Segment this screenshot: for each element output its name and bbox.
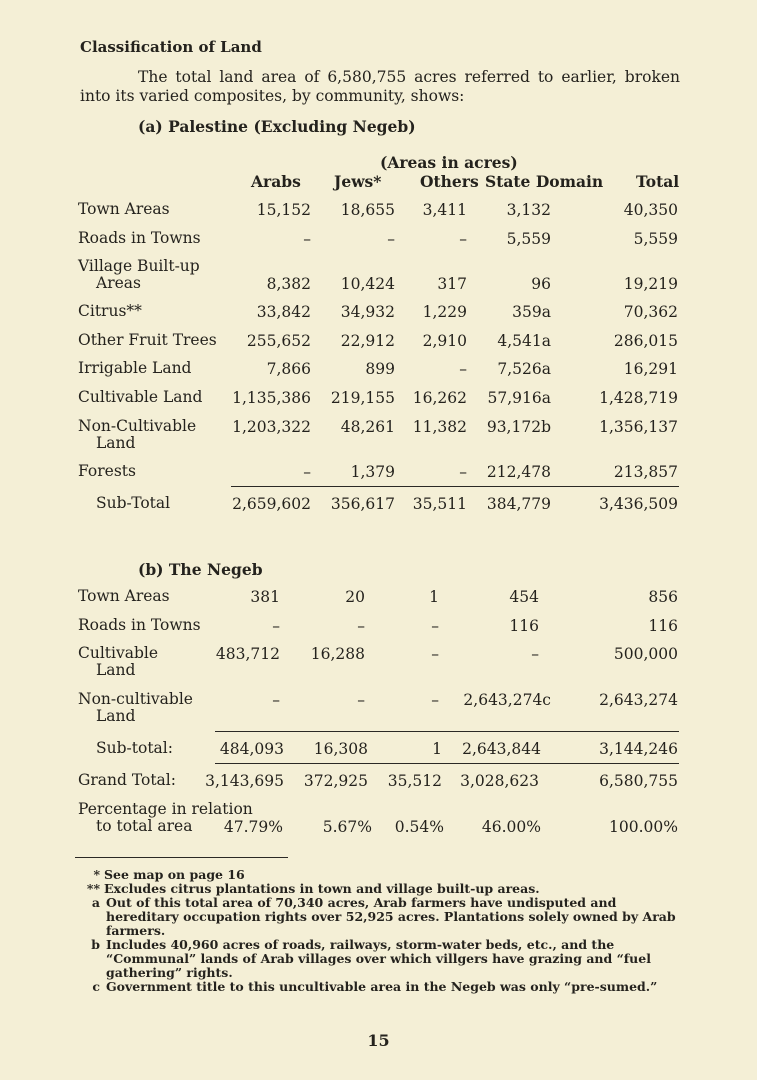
page-heading: Classification of Land <box>80 38 262 56</box>
cell-state-domain: 3,132 <box>506 201 551 219</box>
cell-total: 40,350 <box>623 201 678 219</box>
cell-arabs: 3,143,695 <box>205 772 284 790</box>
cell-state-domain: 4,541a <box>497 332 551 350</box>
row-label-continued: Areas <box>96 274 141 292</box>
section-a-title: (a) Palestine (Excluding Negeb) <box>138 117 416 136</box>
row-label: Cultivable Land <box>78 388 203 406</box>
header-total: Total <box>636 172 680 191</box>
footnote-mark: b <box>91 937 100 952</box>
footnote <box>78 882 678 896</box>
row-label-continued: to total area <box>96 817 193 835</box>
cell-state-domain: 2,643,274c <box>463 691 551 709</box>
cell-total: 6,580,755 <box>599 772 678 790</box>
cell-state-domain: – <box>531 645 539 663</box>
cell-total: 19,219 <box>623 275 678 293</box>
cell-others: 1 <box>429 588 439 606</box>
cell-jews: 16,308 <box>313 740 368 758</box>
row-label: Sub-total: <box>96 739 173 757</box>
cell-arabs: – <box>272 617 280 635</box>
subtotal-rule <box>231 486 679 487</box>
cell-jews: 48,261 <box>340 418 395 436</box>
cell-total: 500,000 <box>613 645 678 663</box>
cell-arabs: 484,093 <box>219 740 284 758</box>
footnote-text: Excludes citrus plantations in town and village built-up areas. <box>104 881 540 896</box>
cell-others: 11,382 <box>412 418 467 436</box>
cell-others: – <box>431 691 439 709</box>
cell-jews: – <box>357 617 365 635</box>
cell-arabs: – <box>303 463 311 481</box>
cell-others: – <box>431 617 439 635</box>
cell-total: 16,291 <box>623 360 678 378</box>
row-label: Roads in Towns <box>78 616 201 634</box>
cell-arabs: 7,866 <box>266 360 311 378</box>
row-label: Other Fruit Trees <box>78 331 217 349</box>
cell-jews: 356,617 <box>330 495 395 513</box>
footnotes <box>78 868 678 994</box>
cell-total: 2,643,274 <box>599 691 678 709</box>
row-label: Forests <box>78 462 136 480</box>
cell-jews: 34,932 <box>340 303 395 321</box>
row-label: Non-cultivable <box>78 690 193 708</box>
cell-state-domain: 46.00% <box>481 818 541 836</box>
cell-total: 3,144,246 <box>599 740 678 758</box>
cell-total: 286,015 <box>613 332 678 350</box>
cell-state-domain: 116 <box>509 617 539 635</box>
cell-others: 35,512 <box>387 772 442 790</box>
cell-arabs: 15,152 <box>256 201 311 219</box>
cell-total: 100.00% <box>609 818 678 836</box>
cell-state-domain: 57,916a <box>487 389 551 407</box>
cell-arabs: 33,842 <box>256 303 311 321</box>
cell-state-domain: 2,643,844 <box>462 740 541 758</box>
cell-others: 317 <box>437 275 467 293</box>
grand-total-rule <box>215 763 679 764</box>
footnote-rule <box>75 857 288 858</box>
cell-total: 3,436,509 <box>599 495 678 513</box>
cell-arabs: – <box>303 230 311 248</box>
footnote-mark: a <box>91 895 100 910</box>
footnote-text: Out of this total area of 70,340 acres, Arab farmers have undisputed and hereditary occupation rights over 52,925 acres. Plantations solely owned by Arab farmers. <box>106 895 676 938</box>
cell-total: 70,362 <box>623 303 678 321</box>
header-state-domain: State Domain <box>485 172 604 191</box>
cell-arabs: 8,382 <box>266 275 311 293</box>
cell-arabs: 1,203,322 <box>232 418 311 436</box>
footnote-mark: ** <box>86 881 100 896</box>
cell-total: 1,428,719 <box>599 389 678 407</box>
cell-others: – <box>459 463 467 481</box>
subtotal-rule <box>215 731 679 732</box>
cell-jews: 20 <box>345 588 365 606</box>
cell-total: 1,356,137 <box>599 418 678 436</box>
cell-state-domain: 96 <box>531 275 551 293</box>
cell-state-domain: 93,172b <box>486 418 551 436</box>
cell-total: 213,857 <box>613 463 678 481</box>
cell-state-domain: 5,559 <box>506 230 551 248</box>
cell-arabs: 1,135,386 <box>232 389 311 407</box>
cell-jews: 219,155 <box>330 389 395 407</box>
row-label: Grand Total: <box>78 771 176 789</box>
footnote <box>78 980 678 994</box>
footnote <box>78 938 678 980</box>
cell-total: 116 <box>648 617 678 635</box>
areas-note-text: (Areas in acres) <box>380 153 518 172</box>
cell-jews: 16,288 <box>310 645 365 663</box>
row-label: Sub-Total <box>96 494 171 512</box>
cell-state-domain: 384,779 <box>486 495 551 513</box>
section-b-title: (b) The Negeb <box>138 560 263 579</box>
header-jews: Jews* <box>334 172 382 191</box>
cell-others: 16,262 <box>412 389 467 407</box>
cell-others: 2,910 <box>422 332 467 350</box>
cell-jews: 1,379 <box>350 463 395 481</box>
cell-jews: 899 <box>365 360 395 378</box>
footnote-text: Includes 40,960 acres of roads, railways, storm-water beds, etc., and the “Communal” lands of Arab villages over which villgers have grazing and “fuel gathering” rights. <box>106 937 651 980</box>
cell-jews: 5.67% <box>322 818 372 836</box>
row-label: Town Areas <box>78 587 170 605</box>
header-arabs: Arabs <box>251 172 301 191</box>
cell-state-domain: 212,478 <box>486 463 551 481</box>
row-label: Village Built-up <box>78 257 200 275</box>
row-label: Roads in Towns <box>78 229 201 247</box>
row-label-continued: Land <box>96 434 136 452</box>
header-others: Others <box>420 172 479 191</box>
row-label: Percentage in relation <box>78 800 253 818</box>
row-label: Town Areas <box>78 200 170 218</box>
cell-arabs: 255,652 <box>246 332 311 350</box>
footnote <box>78 868 678 882</box>
row-label-continued: Land <box>96 707 136 725</box>
cell-others: 3,411 <box>422 201 467 219</box>
footnote-text: Government title to this uncultivable area in the Negeb was only “pre-sumed.” <box>106 979 658 994</box>
footnote-mark: * <box>93 867 100 882</box>
footnote-text: See map on page 16 <box>104 867 245 882</box>
row-label: Cultivable <box>78 644 159 662</box>
cell-jews: 22,912 <box>340 332 395 350</box>
row-label: Irrigable Land <box>78 359 192 377</box>
cell-others: 35,511 <box>412 495 467 513</box>
page-number: 15 <box>367 1031 390 1050</box>
row-label-continued: Land <box>96 661 136 679</box>
cell-arabs: 47.79% <box>223 818 283 836</box>
cell-total: 5,559 <box>633 230 678 248</box>
cell-state-domain: 359a <box>512 303 551 321</box>
cell-others: – <box>459 360 467 378</box>
cell-jews: 372,925 <box>303 772 368 790</box>
cell-state-domain: 3,028,623 <box>460 772 539 790</box>
cell-others: – <box>431 645 439 663</box>
cell-jews: 18,655 <box>340 201 395 219</box>
cell-others: 0.54% <box>394 818 444 836</box>
row-label: Non-Cultivable <box>78 417 197 435</box>
row-label: Citrus** <box>78 302 142 320</box>
cell-others: 1,229 <box>422 303 467 321</box>
cell-jews: – <box>357 691 365 709</box>
cell-jews: – <box>387 230 395 248</box>
cell-arabs: 483,712 <box>215 645 280 663</box>
cell-state-domain: 7,526a <box>497 360 551 378</box>
cell-arabs: 2,659,602 <box>232 495 311 513</box>
cell-others: – <box>459 230 467 248</box>
intro-paragraph: The total land area of 6,580,755 acres referred to earlier, broken into its varied composites, by community, shows: <box>80 68 680 105</box>
cell-total: 856 <box>648 588 678 606</box>
footnote-mark: c <box>92 979 100 994</box>
cell-others: 1 <box>432 740 442 758</box>
cell-arabs: – <box>272 691 280 709</box>
cell-arabs: 381 <box>250 588 280 606</box>
footnote <box>78 896 678 938</box>
cell-state-domain: 454 <box>509 588 539 606</box>
cell-jews: 10,424 <box>340 275 395 293</box>
